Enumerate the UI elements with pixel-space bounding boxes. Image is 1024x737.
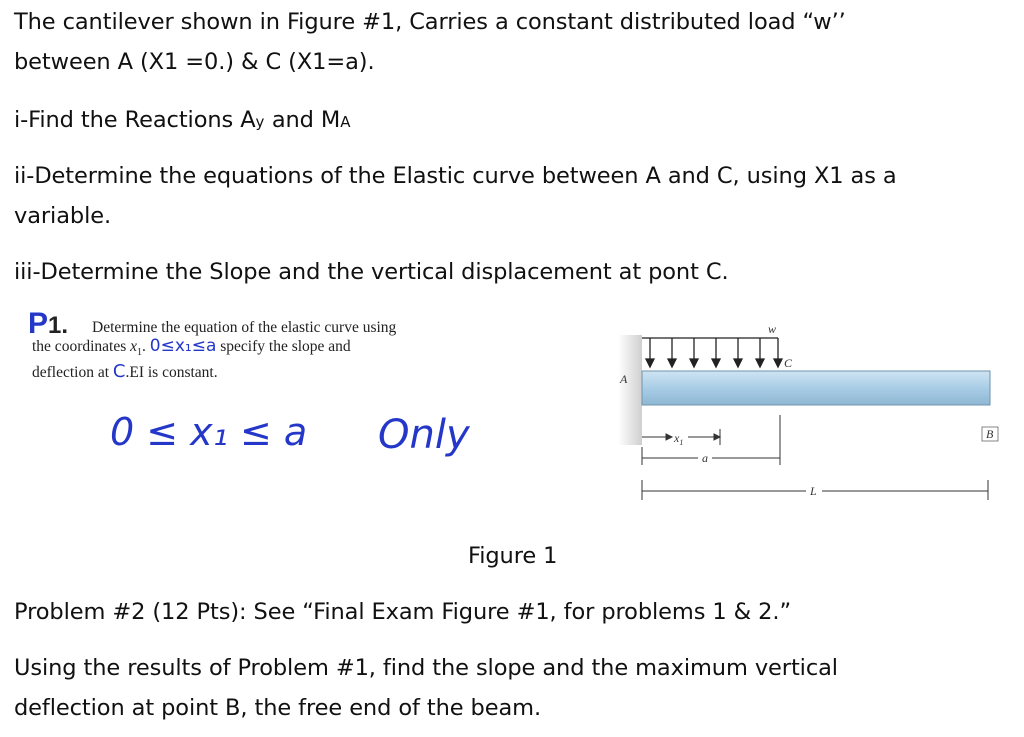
question-1-text: i-Find the Reactions A bbox=[14, 107, 256, 133]
question-2-line-2: variable. bbox=[14, 203, 112, 229]
problem-label: P1. bbox=[28, 307, 69, 340]
textbook-line-3: deflection at C.EI is constant. bbox=[32, 361, 218, 383]
textbook-line-2: the coordinates $x_1$. 0≤x₁≤a specify the slope and bbox=[32, 336, 351, 359]
point-a-label: A bbox=[620, 372, 628, 386]
textbook-problem bbox=[28, 307, 482, 383]
question-1-sub-a: A bbox=[340, 113, 351, 131]
dimension-a-label: a bbox=[702, 451, 708, 465]
problem-2-line-2: Using the results of Problem #1, find the slope and the maximum vertical bbox=[14, 655, 838, 681]
handwritten-c: C bbox=[112, 361, 126, 383]
textbook-line-1: Determine the equation of the elastic curve using bbox=[92, 319, 397, 336]
handwritten-inline-range: 0≤x₁≤a bbox=[149, 336, 217, 356]
dimension-a bbox=[642, 415, 780, 465]
load-label: w bbox=[768, 322, 777, 336]
handwritten-range: 0 ≤ x₁ ≤ a bbox=[110, 410, 308, 454]
intro-line-1: The cantilever shown in Figure #1, Carries a constant distributed load “w’’ bbox=[14, 9, 846, 35]
problem-2 bbox=[14, 592, 1004, 632]
cantilever-figure bbox=[610, 315, 1010, 515]
question-2-line-1: ii-Determine the equations of the Elastic curve between A and C, using X1 as a bbox=[14, 163, 897, 189]
distributed-load bbox=[642, 338, 782, 367]
point-c-label: C bbox=[784, 356, 793, 370]
fixed-wall bbox=[618, 335, 642, 445]
question-1-and: and M bbox=[264, 107, 341, 133]
problem-2-body bbox=[14, 648, 1004, 728]
intro-paragraph bbox=[14, 2, 1004, 82]
dimension-x1-label: $x_1$ bbox=[674, 431, 684, 447]
problem-2-line-3: deflection at point B, the free end of the beam. bbox=[14, 695, 542, 721]
question-2 bbox=[14, 156, 1004, 236]
beam bbox=[642, 371, 990, 405]
point-b-label: B bbox=[986, 427, 994, 441]
question-1 bbox=[14, 100, 1004, 142]
problem-2-line-1: Problem #2 (12 Pts): See “Final Exam Figure #1, for problems 1 & 2.” bbox=[14, 599, 791, 625]
question-3: iii-Determine the Slope and the vertical displacement at pont C. bbox=[14, 259, 729, 285]
handwritten-only: Only bbox=[378, 412, 470, 458]
question-1-sub-y: y bbox=[255, 113, 265, 131]
intro-line-2: between A (X1 =0.) & C (X1=a). bbox=[14, 49, 375, 75]
dimension-l-label: L bbox=[810, 484, 817, 498]
figure-caption: Figure 1 bbox=[468, 543, 558, 569]
